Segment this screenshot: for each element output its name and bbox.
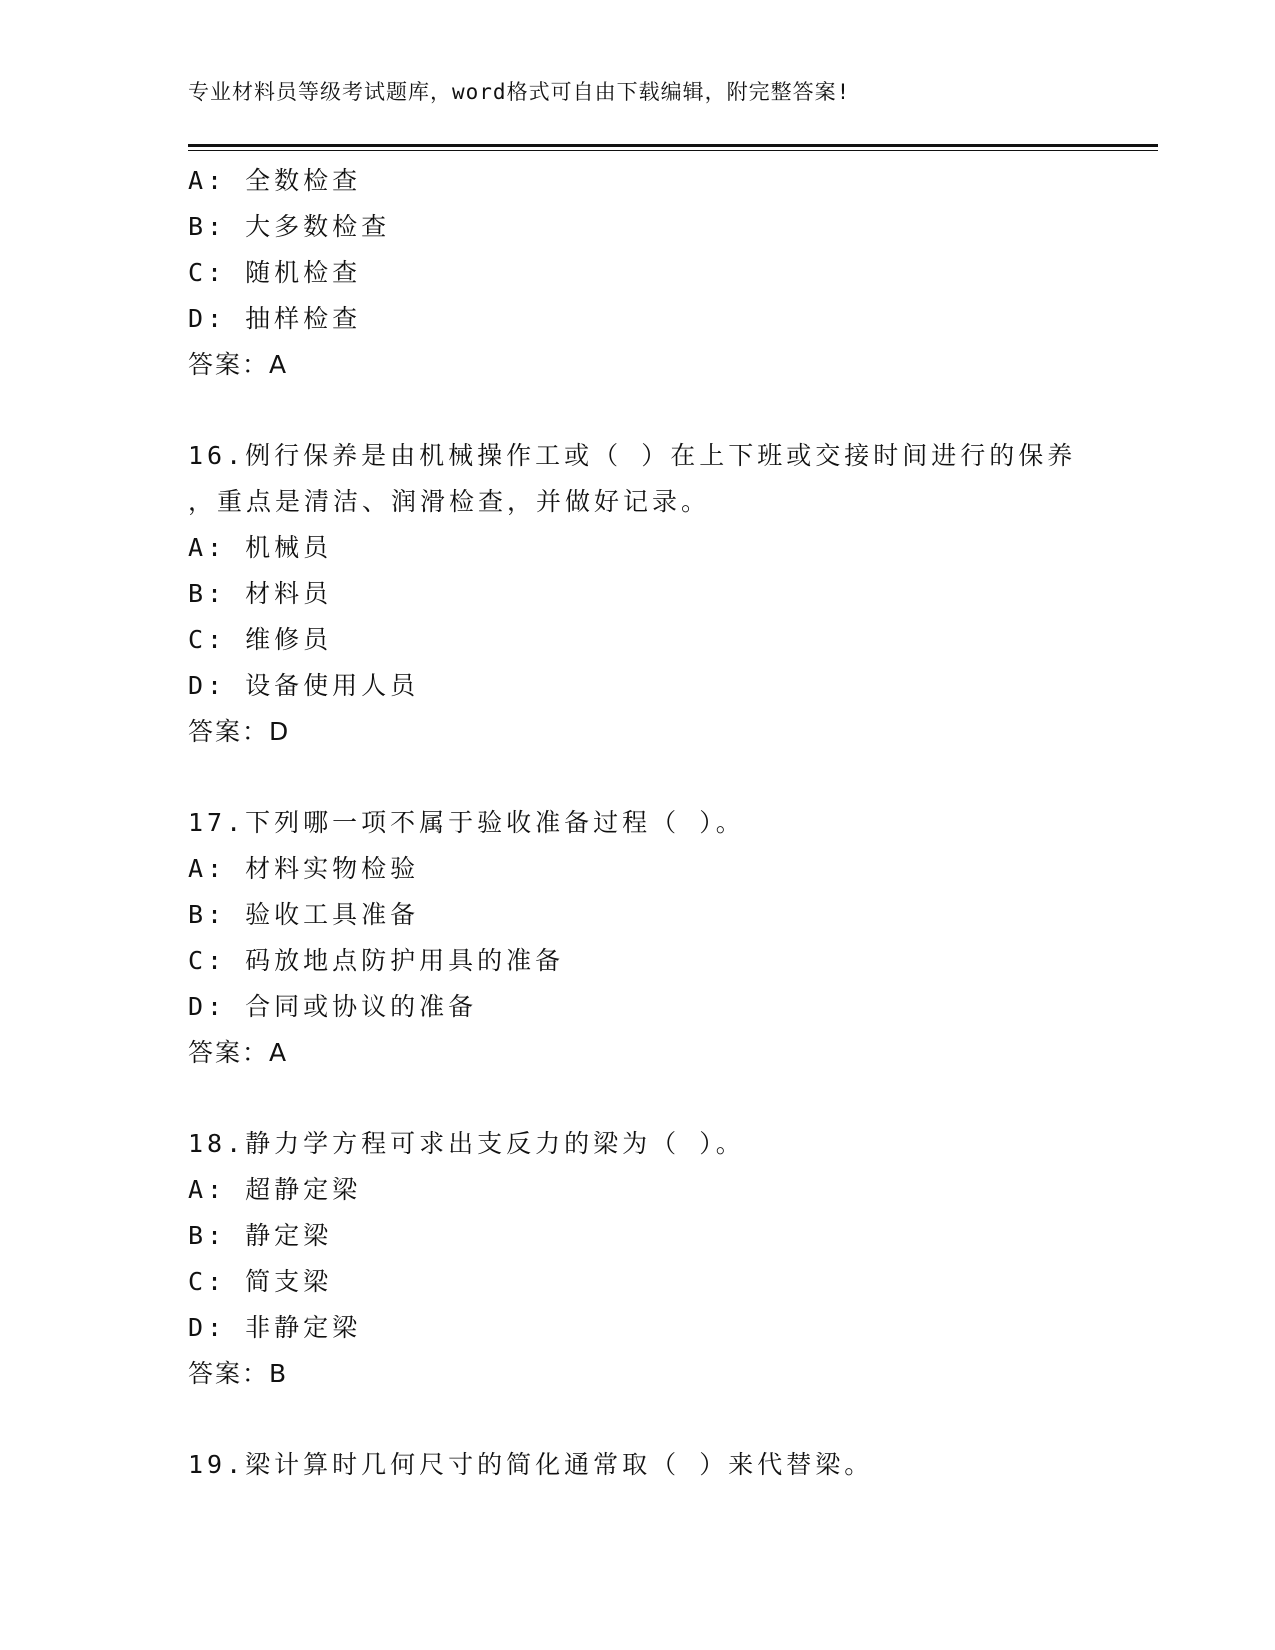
- option-b: B: 大多数检查: [188, 212, 391, 241]
- question-stem: 18.静力学方程可求出支反力的梁为（ ）。: [188, 1129, 745, 1158]
- option-a: A: 机械员: [188, 533, 333, 562]
- answer: 答案：D: [188, 717, 291, 746]
- question-18: [188, 1121, 1158, 1397]
- option-d: D: 设备使用人员: [188, 671, 420, 700]
- option-a: A: 材料实物检验: [188, 854, 420, 883]
- answer: 答案：B: [188, 1359, 289, 1388]
- option-d: D: 合同或协议的准备: [188, 992, 478, 1021]
- question-stem-continued: ，重点是清洁、润滑检查，并做好记录。: [188, 487, 711, 516]
- option-d: D: 非静定梁: [188, 1313, 362, 1342]
- question-stem: 17.下列哪一项不属于验收准备过程（ ）。: [188, 808, 745, 837]
- option-c: C: 简支梁: [188, 1267, 333, 1296]
- question-19: [188, 1442, 1158, 1488]
- question-stem: 16.例行保养是由机械操作工或（ ）在上下班或交接时间进行的保养: [188, 441, 1077, 470]
- page-header: 专业材料员等级考试题库，word格式可自由下载编辑，附完整答案!: [188, 80, 851, 104]
- option-b: B: 静定梁: [188, 1221, 333, 1250]
- option-a: A: 全数检查: [188, 166, 362, 195]
- option-c: C: 维修员: [188, 625, 333, 654]
- option-c: C: 随机检查: [188, 258, 362, 287]
- answer: 答案：A: [188, 350, 289, 379]
- option-d: D: 抽样检查: [188, 304, 362, 333]
- question-15-tail: [188, 158, 1158, 388]
- question-17: [188, 800, 1158, 1076]
- question-content: [188, 158, 1158, 1488]
- header-rule-thick: [188, 144, 1158, 147]
- question-16: [188, 433, 1158, 755]
- option-c: C: 码放地点防护用具的准备: [188, 946, 565, 975]
- option-b: B: 验收工具准备: [188, 900, 420, 929]
- question-stem: 19.梁计算时几何尺寸的简化通常取（ ）来代替梁。: [188, 1450, 874, 1479]
- option-a: A: 超静定梁: [188, 1175, 362, 1204]
- header-rule-thin: [188, 150, 1158, 151]
- option-b: B: 材料员: [188, 579, 333, 608]
- answer: 答案：A: [188, 1038, 289, 1067]
